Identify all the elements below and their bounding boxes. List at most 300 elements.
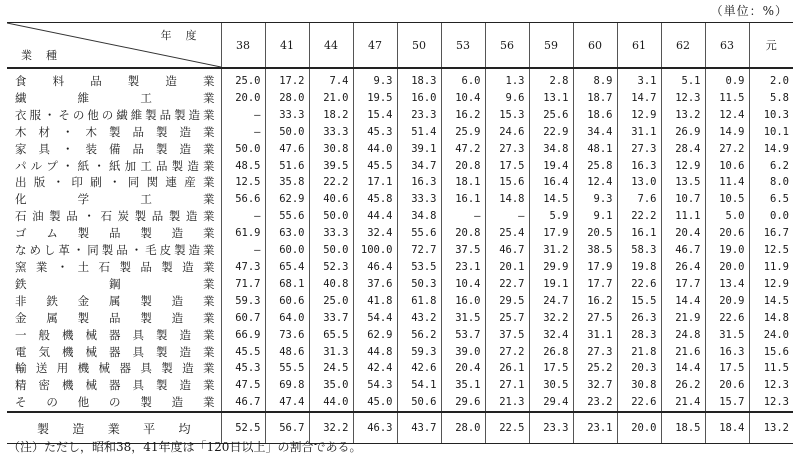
value-cell: 16.0 — [441, 293, 485, 310]
table-row — [7, 191, 793, 208]
value-cell: 55.6 — [265, 208, 309, 225]
value-cell: 12.4 — [573, 174, 617, 191]
value-cell: 12.9 — [661, 158, 705, 175]
value-cell: 15.7 — [705, 394, 749, 412]
value-cell: 35.8 — [265, 174, 309, 191]
value-cell: 37.5 — [441, 242, 485, 259]
year-header: 63 — [705, 23, 749, 69]
value-cell: 31.1 — [573, 327, 617, 344]
value-cell: 15.6 — [485, 174, 529, 191]
value-cell: 39.1 — [397, 141, 441, 158]
value-cell: 31.5 — [705, 327, 749, 344]
value-cell: 45.0 — [353, 394, 397, 412]
value-cell: 21.3 — [485, 394, 529, 412]
value-cell: 19.0 — [705, 242, 749, 259]
value-cell: 10.6 — [705, 158, 749, 175]
value-cell: 14.9 — [749, 141, 793, 158]
table-row — [7, 68, 793, 90]
value-cell: 31.3 — [309, 344, 353, 361]
average-value: 23.3 — [529, 412, 573, 444]
value-cell: 15.3 — [485, 107, 529, 124]
value-cell: 20.3 — [617, 360, 661, 377]
value-cell: 45.5 — [221, 344, 265, 361]
industry-name: 輸送用機械器具製造業 — [15, 361, 215, 376]
value-cell: 20.1 — [485, 259, 529, 276]
value-cell: 17.7 — [573, 276, 617, 293]
value-cell: 17.5 — [529, 360, 573, 377]
average-value: 23.1 — [573, 412, 617, 444]
value-cell: 68.1 — [265, 276, 309, 293]
value-cell: 22.6 — [617, 394, 661, 412]
table-row — [7, 225, 793, 242]
value-cell: 47.5 — [221, 377, 265, 394]
value-cell: 16.3 — [617, 158, 661, 175]
table-row — [7, 208, 793, 225]
industry-name: 木材・木製品製造業 — [15, 124, 215, 139]
industry-name: パルプ・紙・紙加工品製造業 — [15, 158, 215, 173]
data-table — [7, 22, 793, 444]
value-cell: 26.3 — [617, 310, 661, 327]
value-cell: 0.0 — [749, 208, 793, 225]
value-cell: 61.9 — [221, 225, 265, 242]
value-cell: 72.7 — [397, 242, 441, 259]
value-cell: 25.9 — [441, 124, 485, 141]
value-cell: 11.5 — [705, 90, 749, 107]
value-cell: 32.4 — [353, 225, 397, 242]
value-cell: 19.1 — [529, 276, 573, 293]
value-cell: 34.4 — [573, 124, 617, 141]
average-value: 56.7 — [265, 412, 309, 444]
header-row — [7, 23, 793, 69]
value-cell: 20.9 — [705, 293, 749, 310]
table-row — [7, 327, 793, 344]
value-cell: 16.0 — [397, 90, 441, 107]
value-cell: 56.6 — [221, 191, 265, 208]
value-cell: 45.8 — [353, 191, 397, 208]
value-cell: 39.5 — [309, 158, 353, 175]
table-row — [7, 124, 793, 141]
value-cell: 5.9 — [529, 208, 573, 225]
value-cell: 47.4 — [265, 394, 309, 412]
value-cell: 45.5 — [353, 158, 397, 175]
value-cell: 46.7 — [485, 242, 529, 259]
value-cell: 22.6 — [617, 276, 661, 293]
table-row — [7, 242, 793, 259]
value-cell: 60.0 — [265, 242, 309, 259]
value-cell: 50.0 — [309, 242, 353, 259]
table-row — [7, 90, 793, 107]
industry-name: 窯業・土石製品製造業 — [15, 259, 215, 274]
value-cell: 51.6 — [265, 158, 309, 175]
value-cell: 44.8 — [353, 344, 397, 361]
average-value: 46.3 — [353, 412, 397, 444]
value-cell: 14.8 — [485, 191, 529, 208]
value-cell: 46.7 — [221, 394, 265, 412]
value-cell: 31.1 — [617, 124, 661, 141]
value-cell: 30.5 — [529, 377, 573, 394]
value-cell: 27.3 — [485, 141, 529, 158]
value-cell: 19.4 — [529, 158, 573, 175]
value-cell: 5.0 — [705, 208, 749, 225]
year-header: 41 — [265, 23, 309, 69]
value-cell: 47.3 — [221, 259, 265, 276]
value-cell: 20.8 — [441, 225, 485, 242]
value-cell: 48.6 — [265, 344, 309, 361]
average-value: 18.5 — [661, 412, 705, 444]
value-cell: 25.2 — [573, 360, 617, 377]
value-cell: 23.3 — [397, 107, 441, 124]
industry-name: 石油製品・石炭製品製造業 — [15, 209, 215, 224]
value-cell: 42.4 — [353, 360, 397, 377]
value-cell: 40.6 — [309, 191, 353, 208]
value-cell: 44.4 — [353, 208, 397, 225]
value-cell: 62.9 — [353, 327, 397, 344]
value-cell: 34.8 — [397, 208, 441, 225]
year-header: 61 — [617, 23, 661, 69]
data-table-wrapper — [7, 22, 793, 444]
value-cell: 17.9 — [529, 225, 573, 242]
value-cell: 25.0 — [221, 68, 265, 90]
value-cell: 17.2 — [265, 68, 309, 90]
value-cell: 50.0 — [221, 141, 265, 158]
value-cell: 12.5 — [749, 242, 793, 259]
value-cell: — — [221, 208, 265, 225]
year-header: 60 — [573, 23, 617, 69]
value-cell: 29.4 — [529, 394, 573, 412]
value-cell: 16.2 — [441, 107, 485, 124]
value-cell: 53.5 — [397, 259, 441, 276]
year-header: 38 — [221, 23, 265, 69]
year-header: 56 — [485, 23, 529, 69]
value-cell: 0.9 — [705, 68, 749, 90]
industry-name: 精密機械器具製造業 — [15, 378, 215, 393]
table-row — [7, 344, 793, 361]
value-cell: 50.0 — [265, 124, 309, 141]
value-cell: 21.8 — [617, 344, 661, 361]
value-cell: 6.5 — [749, 191, 793, 208]
value-cell: 2.0 — [749, 68, 793, 90]
value-cell: 13.4 — [705, 276, 749, 293]
footnote: （注）ただし，昭和38，41年度は「120日以上」の割合である。 — [8, 440, 362, 454]
value-cell: 41.8 — [353, 293, 397, 310]
value-cell: 6.2 — [749, 158, 793, 175]
value-cell: 37.5 — [485, 327, 529, 344]
value-cell: 21.4 — [661, 394, 705, 412]
value-cell: 11.4 — [705, 174, 749, 191]
table-row — [7, 141, 793, 158]
value-cell: 11.1 — [661, 208, 705, 225]
value-cell: 30.8 — [309, 141, 353, 158]
value-cell: 12.3 — [661, 90, 705, 107]
value-cell: 21.6 — [661, 344, 705, 361]
value-cell: 47.6 — [265, 141, 309, 158]
year-header: 62 — [661, 23, 705, 69]
value-cell: 34.8 — [529, 141, 573, 158]
value-cell: 35.1 — [441, 377, 485, 394]
value-cell: 14.4 — [661, 360, 705, 377]
value-cell: 55.5 — [265, 360, 309, 377]
value-cell: 46.7 — [661, 242, 705, 259]
value-cell: 33.3 — [265, 107, 309, 124]
value-cell: 16.2 — [573, 293, 617, 310]
value-cell: 16.1 — [441, 191, 485, 208]
value-cell: 32.4 — [529, 327, 573, 344]
value-cell: 61.8 — [397, 293, 441, 310]
industry-name: 家具・装備品製造業 — [15, 141, 215, 156]
value-cell: 26.4 — [661, 259, 705, 276]
value-cell: 24.6 — [485, 124, 529, 141]
value-cell: — — [221, 107, 265, 124]
value-cell: 18.7 — [573, 90, 617, 107]
industry-name: 衣服・その他の繊維製品製造業 — [15, 107, 215, 122]
value-cell: 12.3 — [749, 394, 793, 412]
value-cell: 24.7 — [529, 293, 573, 310]
value-cell: 9.6 — [485, 90, 529, 107]
value-cell: 25.7 — [485, 310, 529, 327]
value-cell: 26.9 — [661, 124, 705, 141]
value-cell: 54.1 — [397, 377, 441, 394]
value-cell: 39.0 — [441, 344, 485, 361]
value-cell: 22.9 — [529, 124, 573, 141]
value-cell: 27.1 — [485, 377, 529, 394]
value-cell: — — [221, 124, 265, 141]
value-cell: 50.3 — [397, 276, 441, 293]
year-header: 59 — [529, 23, 573, 69]
value-cell: 33.3 — [309, 124, 353, 141]
value-cell: 8.9 — [573, 68, 617, 90]
value-cell: 48.1 — [573, 141, 617, 158]
value-cell: 17.5 — [485, 158, 529, 175]
value-cell: 14.5 — [749, 293, 793, 310]
value-cell: 29.6 — [441, 394, 485, 412]
value-cell: 11.5 — [749, 360, 793, 377]
industry-name: 繊維工業 — [15, 90, 215, 105]
year-header: 元 — [749, 23, 793, 69]
unit-label: （単位：%） — [710, 4, 788, 18]
value-cell: 12.9 — [749, 276, 793, 293]
industry-name: 食料品製造業 — [15, 74, 215, 88]
year-label: 年度 — [160, 29, 211, 42]
value-cell: 15.5 — [617, 293, 661, 310]
table-row — [7, 394, 793, 412]
value-cell: 15.6 — [749, 344, 793, 361]
value-cell: 27.5 — [573, 310, 617, 327]
average-value: 20.0 — [617, 412, 661, 444]
value-cell: 16.3 — [705, 344, 749, 361]
value-cell: 10.3 — [749, 107, 793, 124]
value-cell: 46.4 — [353, 259, 397, 276]
value-cell: 18.6 — [573, 107, 617, 124]
value-cell: 16.7 — [749, 225, 793, 242]
value-cell: 31.2 — [529, 242, 573, 259]
average-value: 18.4 — [705, 412, 749, 444]
value-cell: 29.5 — [485, 293, 529, 310]
value-cell: 7.4 — [309, 68, 353, 90]
value-cell: 66.9 — [221, 327, 265, 344]
year-header: 47 — [353, 23, 397, 69]
value-cell: 34.7 — [397, 158, 441, 175]
value-cell: 20.5 — [573, 225, 617, 242]
value-cell: 17.7 — [661, 276, 705, 293]
value-cell: 20.6 — [705, 377, 749, 394]
industry-name: なめし革・同製品・毛皮製造業 — [15, 243, 215, 258]
industry-name: ゴム製品製造業 — [15, 226, 215, 241]
value-cell: 45.3 — [353, 124, 397, 141]
value-cell: 13.2 — [661, 107, 705, 124]
value-cell: 50.6 — [397, 394, 441, 412]
value-cell: 59.3 — [397, 344, 441, 361]
industry-name: 非鉄金属製造業 — [15, 293, 215, 308]
value-cell: 38.5 — [573, 242, 617, 259]
value-cell: 71.7 — [221, 276, 265, 293]
value-cell: 37.6 — [353, 276, 397, 293]
value-cell: 73.6 — [265, 327, 309, 344]
industry-name: 鉄鋼業 — [15, 276, 215, 291]
value-cell: 53.7 — [441, 327, 485, 344]
value-cell: 100.0 — [353, 242, 397, 259]
value-cell: 12.9 — [617, 107, 661, 124]
value-cell: 22.2 — [309, 174, 353, 191]
corner-header — [7, 23, 221, 69]
industry-name: 化学工業 — [15, 192, 215, 207]
value-cell: 10.5 — [705, 191, 749, 208]
value-cell: 20.4 — [661, 225, 705, 242]
value-cell: 20.4 — [441, 360, 485, 377]
value-cell: 7.6 — [617, 191, 661, 208]
value-cell: 64.0 — [265, 310, 309, 327]
value-cell: 27.2 — [705, 141, 749, 158]
value-cell: 33.7 — [309, 310, 353, 327]
value-cell: 6.0 — [441, 68, 485, 90]
value-cell: 13.1 — [529, 90, 573, 107]
industry-name: その他の製造業 — [15, 395, 215, 410]
value-cell: — — [441, 208, 485, 225]
value-cell: 52.3 — [309, 259, 353, 276]
average-value: 43.7 — [397, 412, 441, 444]
table-row — [7, 276, 793, 293]
value-cell: 12.4 — [705, 107, 749, 124]
average-label: 製造業平均 — [7, 412, 221, 444]
value-cell: 60.7 — [221, 310, 265, 327]
value-cell: 33.3 — [309, 225, 353, 242]
value-cell: 14.4 — [661, 293, 705, 310]
table-body — [7, 68, 793, 412]
value-cell: 18.3 — [397, 68, 441, 90]
value-cell: 17.5 — [705, 360, 749, 377]
average-value: 13.2 — [749, 412, 793, 444]
value-cell: 20.0 — [221, 90, 265, 107]
table-row — [7, 310, 793, 327]
value-cell: 26.1 — [485, 360, 529, 377]
average-value: 32.2 — [309, 412, 353, 444]
value-cell: 32.7 — [573, 377, 617, 394]
value-cell: 26.2 — [661, 377, 705, 394]
year-header: 44 — [309, 23, 353, 69]
industry-label: 業種 — [21, 49, 71, 62]
value-cell: 16.1 — [617, 225, 661, 242]
value-cell: 43.2 — [397, 310, 441, 327]
average-value: 52.5 — [221, 412, 265, 444]
value-cell: 22.6 — [705, 310, 749, 327]
value-cell: 10.7 — [661, 191, 705, 208]
value-cell: 9.3 — [573, 191, 617, 208]
average-value: 22.5 — [485, 412, 529, 444]
value-cell: 24.0 — [749, 327, 793, 344]
value-cell: 24.5 — [309, 360, 353, 377]
value-cell: 18.1 — [441, 174, 485, 191]
value-cell: 58.3 — [617, 242, 661, 259]
value-cell: 62.9 — [265, 191, 309, 208]
table-row — [7, 174, 793, 191]
value-cell: 16.3 — [397, 174, 441, 191]
table-row — [7, 259, 793, 276]
value-cell: 16.4 — [529, 174, 573, 191]
average-value: 28.0 — [441, 412, 485, 444]
value-cell: 54.4 — [353, 310, 397, 327]
value-cell: 11.9 — [749, 259, 793, 276]
industry-name: 一般機械器具製造業 — [15, 327, 215, 342]
value-cell: 22.7 — [485, 276, 529, 293]
value-cell: 65.4 — [265, 259, 309, 276]
value-cell: 3.1 — [617, 68, 661, 90]
value-cell: 32.2 — [529, 310, 573, 327]
value-cell: 12.3 — [749, 377, 793, 394]
value-cell: 14.5 — [529, 191, 573, 208]
value-cell: 25.0 — [309, 293, 353, 310]
value-cell: 27.3 — [617, 141, 661, 158]
industry-name: 出版・印刷・同関連産業 — [15, 175, 215, 190]
value-cell: 28.4 — [661, 141, 705, 158]
value-cell: 27.3 — [573, 344, 617, 361]
value-cell: 9.3 — [353, 68, 397, 90]
value-cell: 24.8 — [661, 327, 705, 344]
value-cell: 23.1 — [441, 259, 485, 276]
value-cell: 23.2 — [573, 394, 617, 412]
value-cell: 19.5 — [353, 90, 397, 107]
value-cell: 25.8 — [573, 158, 617, 175]
value-cell: 35.0 — [309, 377, 353, 394]
value-cell: 15.4 — [353, 107, 397, 124]
value-cell: 21.9 — [661, 310, 705, 327]
value-cell: 5.1 — [661, 68, 705, 90]
table-row — [7, 377, 793, 394]
value-cell: 28.3 — [617, 327, 661, 344]
value-cell: 19.8 — [617, 259, 661, 276]
value-cell: 30.8 — [617, 377, 661, 394]
value-cell: 17.1 — [353, 174, 397, 191]
table-row — [7, 293, 793, 310]
value-cell: 27.2 — [485, 344, 529, 361]
value-cell: 44.0 — [309, 394, 353, 412]
value-cell: 20.6 — [705, 225, 749, 242]
value-cell: 9.1 — [573, 208, 617, 225]
value-cell: 13.5 — [661, 174, 705, 191]
value-cell: 12.5 — [221, 174, 265, 191]
value-cell: 20.0 — [705, 259, 749, 276]
value-cell: 13.0 — [617, 174, 661, 191]
value-cell: 20.8 — [441, 158, 485, 175]
value-cell: — — [485, 208, 529, 225]
value-cell: 65.5 — [309, 327, 353, 344]
value-cell: 60.6 — [265, 293, 309, 310]
value-cell: 47.2 — [441, 141, 485, 158]
industry-name: 電気機械器具製造業 — [15, 344, 215, 359]
value-cell: 33.3 — [397, 191, 441, 208]
value-cell: 26.8 — [529, 344, 573, 361]
value-cell: 10.4 — [441, 90, 485, 107]
value-cell: 22.2 — [617, 208, 661, 225]
value-cell: 8.0 — [749, 174, 793, 191]
